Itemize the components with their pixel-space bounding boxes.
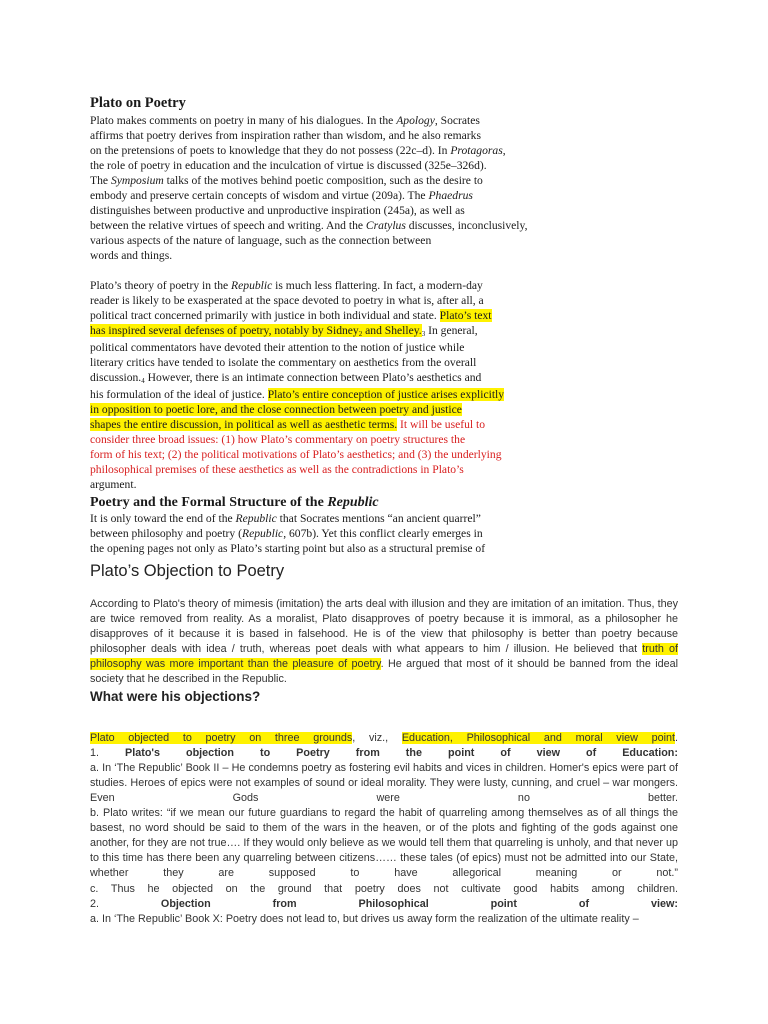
grounds-line: Plato objected to poetry on three grounds, viz., Education, Philosophical and moral view point. <box>90 731 679 744</box>
republic-paragraph <box>90 278 580 492</box>
text-line <box>90 417 580 432</box>
footnote-marker: 4 <box>141 377 145 385</box>
objections-list <box>90 731 678 927</box>
text-line: discussion.4 However, there is an intimate connection between Plato’s aesthetics and <box>90 371 482 385</box>
text-line: the opening pages not only as Plato’s starting point but also as a structural premise of <box>90 542 486 555</box>
red-text-line: philosophical premises of these aesthetics as well as the contradictions in Plato’s <box>90 463 464 476</box>
red-text: It will be useful to <box>397 418 486 431</box>
list-item-philosophical-heading: 2. Objection from Philosophical point of view: <box>90 897 678 910</box>
highlighted-text: Plato objected to poetry on three grounds <box>90 731 353 744</box>
list-item: a. In ‘The Republic’ Book X: Poetry does not lead to, but drives us away form the realization of the ultimate reality – <box>90 912 639 925</box>
text-line: on the pretensions of poets to knowledge that they do not possess (22c–d). In Protagoras, <box>90 144 506 157</box>
formal-structure-paragraph <box>90 511 580 556</box>
text-line: argument. <box>90 478 137 491</box>
footnote-marker: 2 <box>358 330 363 338</box>
list-item-education-heading: 1. Plato's objection to Poetry from the point of view of Education: <box>90 746 678 759</box>
red-text-line: form of his text; (2) the political motivations of Plato’s aesthetics; and (3) the underlying <box>90 448 502 461</box>
text-line: between the relative virtues of speech and writing. And the Cratylus discusses, inconclusively, <box>90 219 528 232</box>
text-line: the role of poetry in education and the inculcation of virtue is discussed (325e–326d). <box>90 159 487 172</box>
text-line: various aspects of the nature of language, such as the connection between <box>90 234 432 247</box>
text-line: has inspired several defenses of poetry, notably by Sidney2 and Shelley.3 In general, <box>90 324 478 338</box>
mimesis-paragraph: According to Plato's theory of mimesis (imitation) the arts deal with illusion and they are imitation of an imitation. Thus, they are twice removed from reality. As a moralist, Plato disapproves of poetry because it is immoral, as a philosopher he disapproves of it because it is based in falsehood. He is of the view that philosophy is better than poetry because philosopher deals with idea / truth, whereas poet deals with what appears to him / illusion. He believed that truth of philosophy was more important than the pleasure of poetry. He argued that most of it should be banned from the ideal society that he described in the Republic. <box>90 598 679 686</box>
text-line: reader is likely to be exasperated at the space devoted to poetry in what is, after all, a <box>90 294 484 307</box>
top-excerpt <box>90 94 580 556</box>
list-item: b. Plato writes: “if we mean our future guardians to regard the habit of quarreling among themselves as of all things the basest, no word should be said to them of the wars in the heaven, or of the plots and fighting of the gods against one another, for they are not true…. If they would only believe as we would tell them that quarreling is unholy, and that never up to this time has there been any quarreling between citizens…… these tales (of epics) must not be admitted into our State, whether they are supposed to have allegorical meaning or not.” <box>90 807 678 880</box>
page-title-objection: Plato’s Objection to Poetry <box>90 562 285 580</box>
text-line: distinguishes between productive and unproductive inspiration (245a), as well as <box>90 204 465 217</box>
highlighted-text: Education, Philosophical and moral view point <box>401 731 676 744</box>
text-line <box>90 402 580 417</box>
text-line: literary critics have tended to isolate the commentary on aesthetics from the overall <box>90 356 477 369</box>
highlighted-text: Plato’s text <box>439 309 492 322</box>
list-item: a. In ‘The Republic’ Book II – He condemns poetry as fostering evil habits and vices in children. Homer's epics were part of studies. Heroes of epics were not examples of sound or ideal morality. They were lusty, cunning, and cruel – war mongers. Even Gods were no better. <box>90 761 678 804</box>
text-line: words and things. <box>90 249 173 262</box>
highlighted-text: truth of philosophy was more important than the pleasure of poetry <box>90 643 678 671</box>
text-line: The Symposium talks of the motives behind poetic composition, such as the desire to <box>90 174 483 187</box>
red-text-line: consider three broad issues: (1) how Plato’s commentary on poetry structures the <box>90 433 466 446</box>
highlighted-text: shapes the entire discussion, in political as well as aesthetic terms. <box>90 418 398 431</box>
footnote-marker: 3 <box>421 330 426 338</box>
highlighted-text: Plato’s entire conception of justice arises explicitly <box>267 388 505 401</box>
text-line: political tract concerned primarily with justice in both individual and state. Plato’s text <box>90 309 492 322</box>
text-line: his formulation of the ideal of justice. Plato’s entire conception of justice arises explicitly <box>90 388 505 401</box>
text-line: Plato makes comments on poetry in many of his dialogues. In the Apology, Socrates <box>90 114 480 127</box>
intro-paragraph <box>90 113 580 263</box>
text-line: It is only toward the end of the Republic that Socrates mentions “an ancient quarrel” <box>90 512 481 525</box>
notes-section <box>90 560 678 927</box>
text-line: political commentators have devoted their attention to the notion of justice while <box>90 341 465 354</box>
text-line: affirms that poetry derives from inspiration rather than wisdom, and he also remarks <box>90 129 481 142</box>
section-heading-formal-structure: Poetry and the Formal Structure of the Republic <box>90 495 379 510</box>
list-item: c. Thus he objected on the ground that poetry does not cultivate good habits among children. <box>90 882 678 895</box>
text-line: between philosophy and poetry (Republic, 607b). Yet this conflict clearly emerges in <box>90 527 483 540</box>
highlighted-text: in opposition to poetic lore, and the close connection between poetry and justice <box>90 403 462 416</box>
section-title-plato-on-poetry: Plato on Poetry <box>90 95 186 111</box>
highlighted-text: has inspired several defenses of poetry, notably by Sidney2 and Shelley. <box>90 324 422 338</box>
question-heading: What were his objections? <box>90 688 261 704</box>
text-line: Plato’s theory of poetry in the Republic is much less flattering. In fact, a modern-day <box>90 279 483 292</box>
text-line: embody and preserve certain concepts of wisdom and virtue (209a). The Phaedrus <box>90 189 473 202</box>
